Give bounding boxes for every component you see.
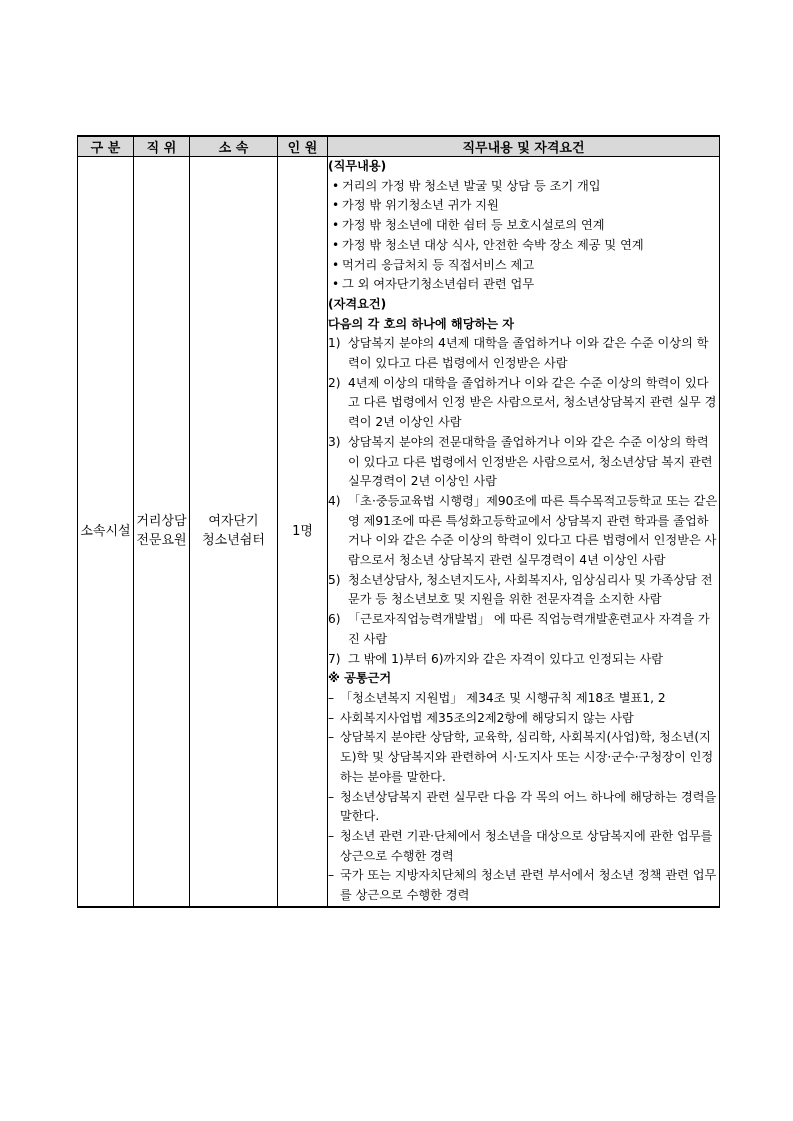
header-duties-qualifications: 직무내용 및 자격요건 (328, 136, 720, 157)
item-text: 상담복지 분야의 4년제 대학을 졸업하거나 이와 같은 수준 이상의 학력이 있다고 다른 법령에서 인정받은 사람 (348, 336, 709, 371)
list-item: – 청소년 관련 기관·단체에서 청소년을 대상으로 상담복지에 관한 업무를 상근으로 수행한 경력 (328, 827, 719, 866)
list-item: • 가정 밖 청소년에 대한 쉼터 등 보호시설로의 연계 (332, 216, 719, 236)
common-basis-list (328, 689, 719, 906)
position-line: 전문요원 (136, 533, 187, 549)
duties-list (328, 177, 719, 295)
list-item (328, 334, 719, 373)
headcount-value: 1명 (292, 523, 313, 539)
header-position: 직 위 (134, 136, 190, 157)
header-affiliation: 소 속 (190, 136, 278, 157)
affiliation-cell (190, 157, 278, 907)
list-item (328, 492, 719, 571)
common-basis-title: 공통근거 (344, 671, 392, 686)
table-row (78, 157, 720, 907)
list-item (328, 650, 719, 670)
list-item: • 가정 밖 청소년 대상 식사, 안전한 숙박 장소 제공 및 연계 (332, 236, 719, 256)
common-basis-heading (328, 669, 719, 689)
position-cell (134, 157, 190, 907)
item-number: 5) (328, 572, 341, 587)
item-number: 2) (328, 375, 341, 390)
list-item: – 「청소년복지 지원법」 제34조 및 시행규칙 제18조 별표1, 2 (328, 689, 719, 709)
duties-title: (직무내용) (328, 159, 387, 173)
item-number: 1) (328, 336, 341, 351)
category-cell (78, 157, 134, 907)
item-number: 7) (328, 651, 341, 666)
list-item: – 사회복지사업법 제35조의2제2항에 해당되지 않는 사람 (328, 709, 719, 729)
list-item: • 거리의 가정 밖 청소년 발굴 및 상담 등 조기 개입 (332, 177, 719, 197)
list-item: • 가정 밖 위기청소년 귀가 지원 (332, 196, 719, 216)
qualifications-intro: 다음의 각 호의 하나에 해당하는 자 (328, 316, 515, 331)
item-text: 그 밖에 1)부터 6)까지와 같은 자격이 있다고 인정되는 사람 (348, 651, 664, 666)
list-item (328, 610, 719, 649)
list-item: – 청소년상담복지 관련 실무란 다음 각 목의 어느 하나에 해당하는 경력을 말한다. (328, 788, 719, 827)
header-category: 구 분 (78, 136, 134, 157)
header-headcount: 인 원 (278, 136, 328, 157)
list-item: • 그 외 여자단기청소년쉼터 관련 업무 (332, 275, 719, 295)
list-item (328, 433, 719, 492)
list-item (328, 571, 719, 610)
item-text: 4년제 이상의 대학을 졸업하거나 이와 같은 수준 이상의 학력이 있다고 다른 법령에서 인정 받은 사람으로서, 청소년상담복지 관련 실무 경력이 2년 이상인 사람 (348, 375, 717, 430)
list-item: – 상담복지 분야란 상담학, 교육학, 심리학, 사회복지(사업)학, 청소년(지도)학 및 상담복지와 관련하여 시·도지사 또는 시장·군수·구청장이 인정하는 분야를 말한다. (328, 728, 719, 787)
item-text: 청소년상담사, 청소년지도사, 사회복지사, 임상심리사 및 가족상담 전문가 등 청소년보호 및 지원을 위한 전문자격을 소지한 사람 (348, 572, 713, 607)
qualifications-list (328, 334, 719, 669)
list-item: • 먹거리 응급처치 등 직접서비스 제고 (332, 256, 719, 276)
list-item: – 국가 또는 지방자치단체의 청소년 관련 부서에서 청소년 정책 관련 업무를 상근으로 수행한 경력 (328, 866, 719, 905)
item-text: 「근로자직업능력개발법」 에 따른 직업능력개발훈련교사 자격을 가진 사람 (348, 612, 710, 646)
item-text: 상담복지 분야의 전문대학을 졸업하거나 이와 같은 수준 이상의 학력이 있다고 다른 법령에서 인정받은 사람으로서, 청소년상담 복지 관련 실무경력이 2년 이상인 사람 (348, 434, 713, 489)
duties-qualifications-cell (328, 157, 720, 907)
item-number: 6) (328, 612, 341, 627)
job-posting-table (77, 135, 720, 908)
position-line: 거리상담 (136, 514, 187, 530)
affiliation-line: 여자단기 (208, 514, 259, 530)
qualifications-title: (자격요건) (328, 296, 387, 311)
category-value: 소속시설 (80, 523, 131, 539)
item-number: 4) (328, 493, 341, 508)
affiliation-line: 청소년쉼터 (202, 533, 265, 549)
item-number: 3) (328, 434, 341, 449)
headcount-cell (278, 157, 328, 907)
item-text: 「초·중등교육법 시행령」제90조에 따른 특수목적고등학교 또는 같은 영 제91조에 따른 특성화고등학교에서 상담복지 관련 학과를 졸업하거나 이와 같은 수준 이상의 학력이 있다고 다른 법령에서 인정받은 사람으로서 청소년 상담복지 관련 실무경력이 4년 이상인 사람 (348, 493, 718, 568)
list-item (328, 374, 719, 433)
reference-mark-icon: ※ (328, 671, 340, 686)
table-header-row (78, 136, 720, 157)
